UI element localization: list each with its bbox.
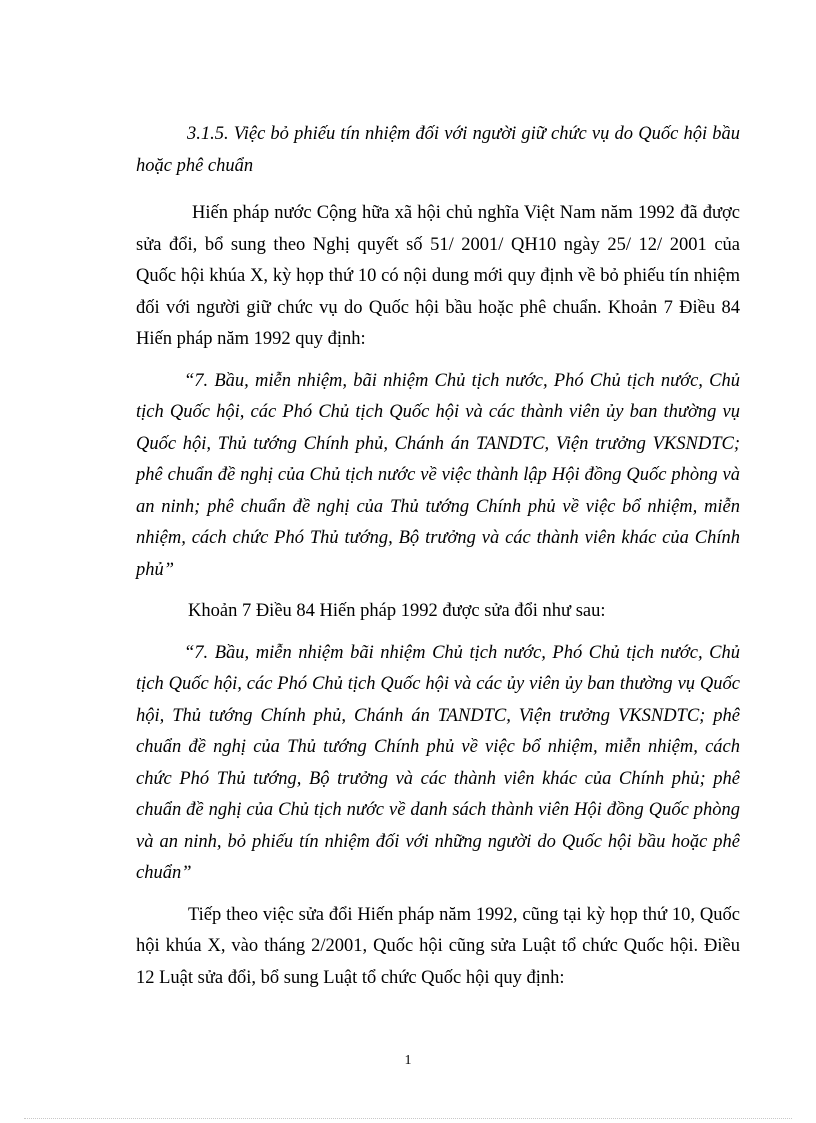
quote-paragraph-2: “7. Bầu, miễn nhiệm bãi nhiệm Chủ tịch nước, Phó Chủ tịch nước, Chủ tịch Quốc hội, các Phó Chủ tịch Quốc hội và các ủy viên ủy ban thường vụ Quốc hội, Thủ tướng Chính phủ, Chánh án TANDTC, Viện trưởng VKSNDTC; phê chuẩn đề nghị của Thủ tướng Chính phủ về việc bổ nhiệm, miễn nhiệm, cách chức Phó Thủ tướng, Bộ trưởng và các thành viên khác của Chính phủ; phê chuẩn đề nghị của Chủ tịch nước về danh sách thành viên Hội đồng Quốc phòng và an ninh, bỏ phiếu tín nhiệm đối với những người do Quốc hội bầu hoặc phê chuẩn” <box>136 642 740 883</box>
section-heading: 3.1.5. Việc bỏ phiếu tín nhiệm đối với người giữ chức vụ do Quốc hội bầu hoặc phê chuẩn <box>136 124 740 176</box>
body-paragraph-1: Hiến pháp nước Cộng hữa xã hội chủ nghĩa Việt Nam năm 1992 đã được sửa đổi, bổ sung theo Nghị quyết số 51/ 2001/ QH10 ngày 25/ 12/ 2001 của Quốc hội khúa X, kỳ họp thứ 10 có nội dung mới quy định về bỏ phiếu tín nhiệm đối với người giữ chức vụ do Quốc hội bầu hoặc phê chuẩn. Khoản 7 Điều 84 Hiến pháp năm 1992 quy định: <box>136 203 740 349</box>
body-paragraph-3: Tiếp theo việc sửa đổi Hiến pháp năm 1992, cũng tại kỳ họp thứ 10, Quốc hội khúa X, vào tháng 2/2001, Quốc hội cũng sửa Luật tổ chức Quốc hội. Điều 12 Luật sửa đổi, bổ sung Luật tổ chức Quốc hội quy định: <box>136 904 740 988</box>
page-number: 1 <box>404 1053 412 1068</box>
page-content <box>136 118 740 1004</box>
page-bottom-divider <box>24 1118 792 1119</box>
quote-paragraph-1: “7. Bầu, miễn nhiệm, bãi nhiệm Chủ tịch nước, Phó Chủ tịch nước, Chủ tịch Quốc hội, các Phó Chủ tịch Quốc hội và các thành viên ủy ban thường vụ Quốc hội, Thủ tướng Chính phủ, Chánh án TANDTC, Viện trưởng VKSNDTC; phê chuẩn đề nghị của Chủ tịch nước về việc thành lập Hội đồng Quốc phòng và an ninh; phê chuẩn đề nghị của Thủ tướng Chính phủ về việc bổ nhiệm, miễn nhiệm, cách chức Phó Thủ tướng, Bộ trưởng và các thành viên khác của Chính phủ” <box>136 370 740 580</box>
body-paragraph-2: Khoản 7 Điều 84 Hiến pháp 1992 được sửa đổi như sau: <box>188 601 606 621</box>
